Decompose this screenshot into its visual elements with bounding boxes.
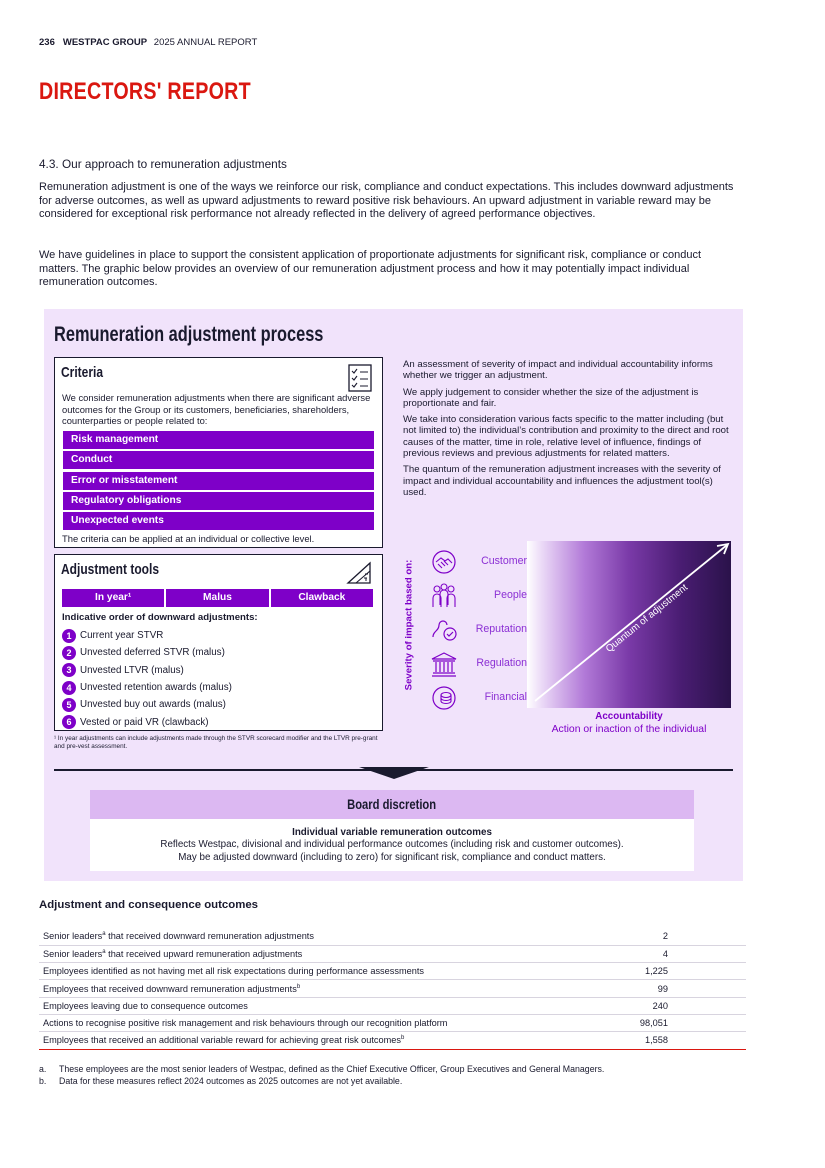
note-key: b.: [39, 1076, 47, 1086]
order-item: [62, 662, 362, 679]
impact-list: [429, 545, 527, 715]
order-text: Unvested LTVR (malus): [80, 664, 184, 676]
company-name: WESTPAC GROUP: [62, 37, 148, 48]
criteria-item: Risk management: [63, 431, 374, 449]
row-value: 1,558: [626, 1032, 746, 1049]
people-icon: [429, 583, 459, 609]
process-panel: [44, 309, 743, 881]
order-item: [62, 696, 362, 713]
section-paragraph-1: Remuneration adjustment is one of the ways we reinforce our risk, compliance and conduct expectations. This includes downward adjustments for adverse outcomes, as well as upward adjustments to reward positive risk behaviours. An upward adjustment in variable reward may be considered for exceptional risk performance not already reflected in the delivery of agreed performance objectives.: [39, 181, 734, 221]
board-discretion-header: [90, 790, 694, 819]
order-item: [62, 713, 362, 730]
row-label: [39, 1014, 626, 1031]
impact-financial: [429, 681, 527, 715]
row-label: [39, 945, 626, 962]
tool-clawback: Clawback: [271, 589, 373, 607]
row-value: 1,225: [626, 963, 746, 980]
row-footnote-mark: b: [296, 983, 301, 990]
row-value: 98,051: [626, 1014, 746, 1031]
assessment-paragraph: We take into consideration various facts specific to the matter including (but not limited to) the individual’s contribution and proximity to the direct and root causes of the matter, time in role, relative level of influence, findings of previous reviews and previous adjustments for related matters.: [403, 414, 729, 460]
row-value: 4: [626, 945, 746, 962]
row-value: 99: [626, 980, 746, 997]
impact-reputation: [429, 613, 527, 647]
board-line-2: Reflects Westpac, divisional and individual performance outcomes (including risk and customer outcomes).: [160, 839, 624, 851]
criteria-list: [63, 431, 374, 532]
criteria-item: Unexpected events: [63, 512, 374, 530]
impact-people: [429, 579, 527, 613]
row-label-text: Employees that received downward remuneration adjustments: [43, 983, 297, 994]
row-footnote-mark: a: [102, 931, 106, 938]
order-text: Vested or paid VR (clawback): [80, 716, 209, 728]
adjustment-tools-box: [54, 554, 383, 731]
row-label-text: Employees that received an additional variable reward for achieving great risk outcomes: [43, 1035, 401, 1046]
impact-label: Customer: [481, 555, 527, 567]
assessment-paragraph: The quantum of the remuneration adjustment increases with the severity of impact and individual accountability and influences the adjustment tool(s) used.: [403, 464, 721, 498]
table-row: [39, 997, 746, 1014]
table-row: [39, 928, 746, 945]
coins-icon: [429, 685, 459, 711]
accountability-axis: [527, 710, 731, 736]
order-item: [62, 679, 362, 696]
section-paragraph-2: We have guidelines in place to support the consistent application of proportionate adjustments for significant risk, compliance or conduct matters. The graphic below provides an overview of our remuneration adjustment process and how it may potentially impact individual remuneration outcomes.: [39, 249, 702, 289]
order-text: Unvested buy out awards (malus): [80, 699, 226, 711]
order-number: 2: [62, 646, 76, 660]
tool-malus: Malus: [166, 589, 268, 607]
order-number: 6: [62, 715, 76, 729]
order-item: [62, 627, 362, 644]
page-header: [39, 37, 257, 48]
impact-label: Reputation: [475, 623, 527, 635]
row-label-text: Employees identified as not having met all risk expectations during performance assessments: [43, 966, 424, 977]
accountability-subtitle: Action or inaction of the individual: [551, 724, 707, 735]
row-footnote-mark: b: [401, 1035, 405, 1042]
row-label-text: Senior leaders: [43, 931, 103, 942]
ruler-pencil-icon: [346, 561, 372, 585]
board-line-1: Individual variable remuneration outcomes: [292, 827, 492, 838]
table-row: [39, 945, 746, 962]
tools-title: Adjustment tools: [61, 561, 159, 578]
down-arrow-icon: [359, 767, 429, 779]
row-label-text: Senior leaders: [43, 948, 103, 959]
accountability-title: Accountability: [595, 711, 663, 722]
checklist-icon: [348, 364, 372, 392]
note-text: Data for these measures reflect 2024 outcomes as 2025 outcomes are not yet available.: [59, 1076, 403, 1086]
note-item: [39, 1063, 779, 1075]
assessment-text: [403, 359, 733, 503]
order-title: Indicative order of downward adjustments:: [62, 612, 258, 623]
criteria-item: Error or misstatement: [63, 472, 374, 490]
handshake-icon: [429, 549, 459, 575]
report-name: 2025 ANNUAL REPORT: [153, 37, 258, 48]
note-text: These employees are the most senior leaders of Westpac, defined as the Chief Executive Officer, Group Executives and General Managers.: [59, 1064, 605, 1074]
board-discretion-body: [90, 819, 694, 871]
row-value: 240: [626, 997, 746, 1014]
page-number: 236: [39, 37, 55, 48]
row-label-text: Employees leaving due to consequence outcomes: [43, 1000, 248, 1011]
reputation-icon: [429, 617, 459, 643]
process-title: Remuneration adjustment process: [54, 323, 324, 346]
order-list: [62, 627, 362, 731]
note-key: a.: [39, 1064, 47, 1074]
impact-label: Regulation: [476, 657, 527, 669]
criteria-box: [54, 357, 383, 548]
row-value: 2: [626, 928, 746, 945]
order-text: Unvested retention awards (malus): [80, 682, 232, 694]
quantum-gradient: [527, 541, 731, 708]
row-label-rest: that received downward remuneration adjustments: [105, 931, 314, 942]
outcomes-title: Adjustment and consequence outcomes: [39, 899, 258, 911]
row-label: [39, 1032, 626, 1049]
order-item: [62, 644, 362, 661]
tool-in-year: In year¹: [62, 589, 164, 607]
quantum-label: Quantum of adjustment: [603, 582, 691, 655]
assessment-paragraph: We apply judgement to consider whether the size of the adjustment is proportionate and fair.: [403, 386, 699, 409]
table-row: [39, 980, 746, 997]
tool-types: [62, 589, 373, 607]
table-row: [39, 963, 746, 980]
impact-label: People: [494, 589, 527, 601]
order-number: 4: [62, 681, 76, 695]
report-title: DIRECTORS' REPORT: [39, 78, 251, 105]
tools-footnote: ¹ In year adjustments can include adjustments made through the STVR scorecard modifier and the LTVR pre-grant and pre-vest assessment.: [54, 735, 378, 750]
table-notes: [39, 1063, 779, 1087]
row-label: [39, 928, 626, 945]
table-row: [39, 1014, 746, 1031]
criteria-item: Conduct: [63, 451, 374, 469]
row-label: [39, 980, 626, 997]
row-label: [39, 963, 626, 980]
board-line-3: May be adjusted downward (including to zero) for significant risk, compliance and conduct matters.: [178, 851, 606, 863]
order-text: Current year STVR: [80, 630, 164, 642]
order-number: 1: [62, 629, 76, 643]
order-number: 5: [62, 698, 76, 712]
board-title: Board discretion: [347, 796, 437, 812]
row-label: [39, 997, 626, 1014]
building-icon: [429, 651, 459, 677]
row-footnote-mark: a: [102, 948, 106, 955]
order-text: Unvested deferred STVR (malus): [80, 647, 225, 659]
criteria-item: Regulatory obligations: [63, 492, 374, 510]
row-label-rest: that received upward remuneration adjustments: [105, 948, 303, 959]
row-label-text: Actions to recognise positive risk management and risk behaviours through our recognition platform: [43, 1018, 448, 1029]
order-number: 3: [62, 663, 76, 677]
criteria-footer: The criteria can be applied at an individual or collective level.: [62, 533, 315, 544]
note-item: [39, 1075, 779, 1087]
impact-customer: [429, 545, 527, 579]
criteria-title: Criteria: [61, 364, 104, 381]
section-heading: 4.3. Our approach to remuneration adjustments: [39, 157, 287, 171]
table-row: [39, 1032, 746, 1049]
criteria-intro: We consider remuneration adjustments when there are significant adverse outcomes for the Group or its customers, beneficiaries, shareholders, counterparties or people related to:: [62, 392, 371, 426]
severity-axis-label: [402, 550, 416, 700]
impact-label: Financial: [484, 691, 527, 703]
severity-label-text: Severity of impact based on:: [403, 559, 415, 691]
assessment-paragraph: An assessment of severity of impact and individual accountability informs whether we trigger an adjustment.: [403, 359, 713, 382]
impact-regulation: [429, 647, 527, 681]
outcomes-table: [39, 928, 746, 1050]
